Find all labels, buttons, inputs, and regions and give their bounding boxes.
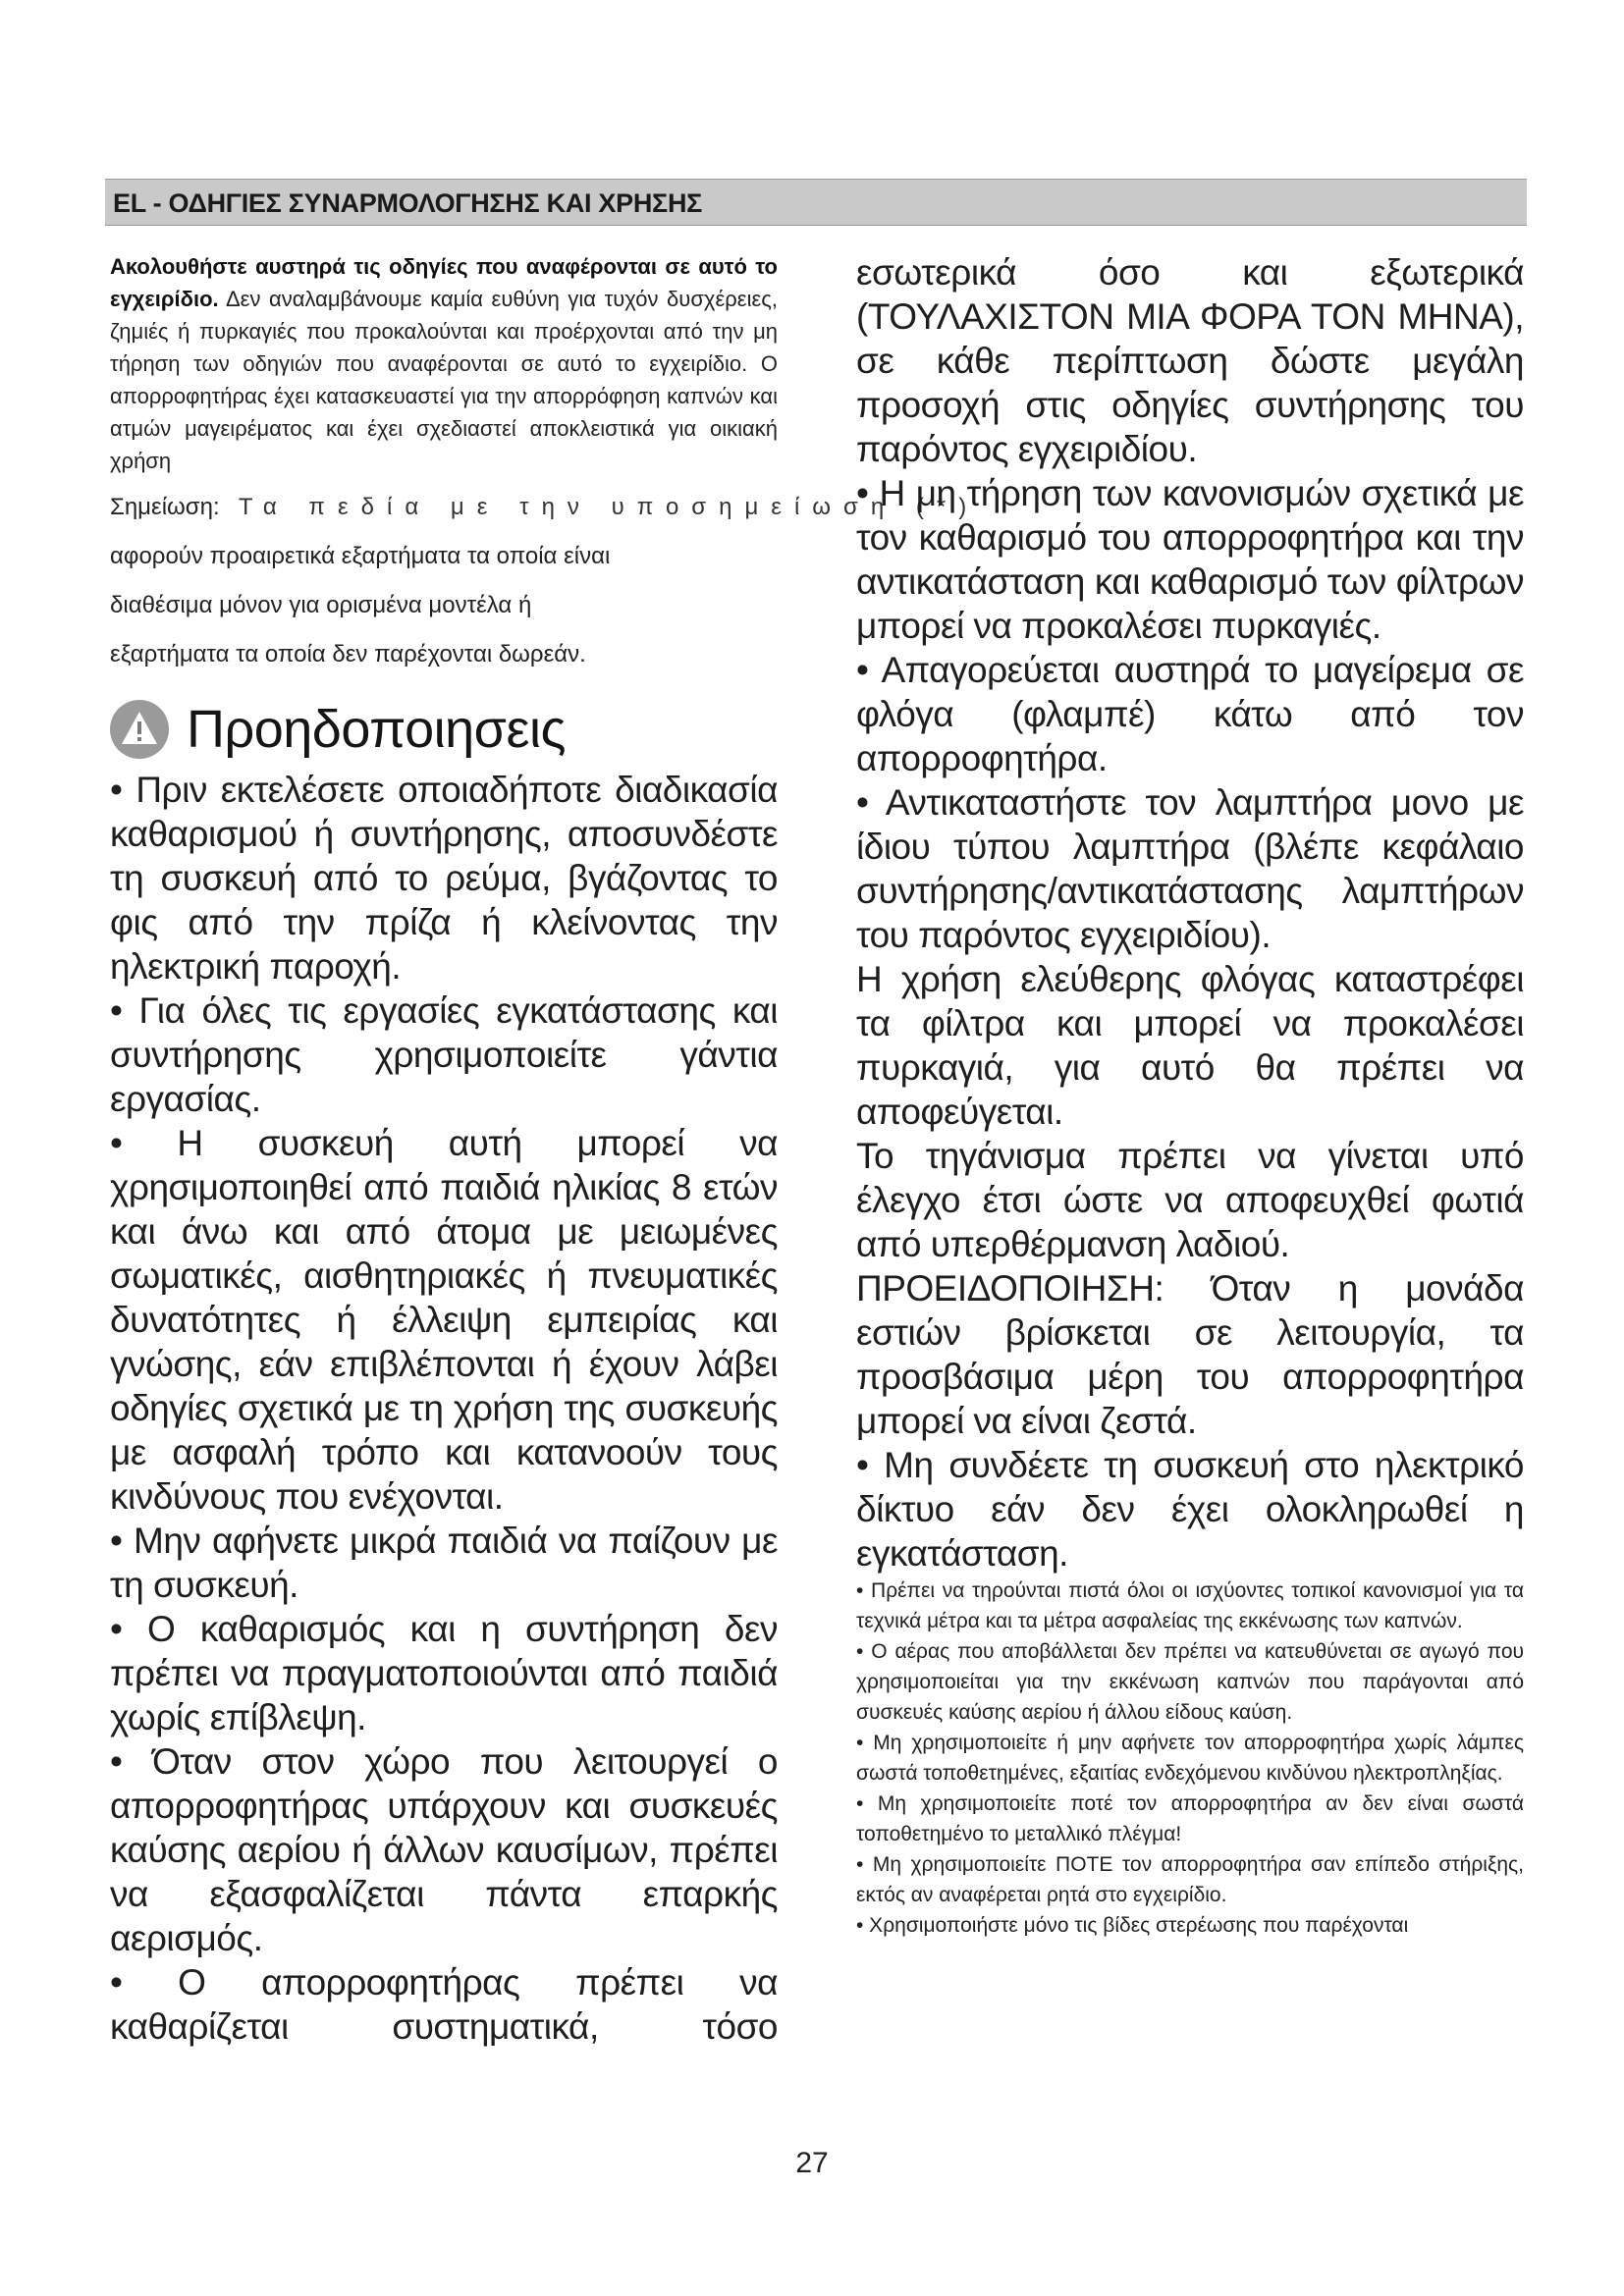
small-warning-paragraph: • Μη χρησιμοποιείτε ποτέ τον απορροφητήρα αν δεν είναι σωστά τοποθετημένο το μεταλλικό πλέγμα! [856,1792,1524,1845]
small-warning-paragraph: • Μη χρησιμοποιείτε ΠΟΤΕ τον απορροφητήρα σαν επίπεδο στήριξης, εκτός αν αναφέρεται ρητά στο εγχειρίδιο. [856,1853,1524,1906]
warning-paragraph: • Όταν στον χώρο που λειτουργεί ο απορροφητήρας υπάρχουν και συσκευές καύσης αερίου ή άλλων καυσίμων, πρέπει να εξασφαλίζεται πάντα επαρκής αερισμός. [110,1741,778,1958]
note-label: Σημείωση: [110,494,220,520]
warnings-title: Προηδοποιησεις [187,700,567,759]
warning-paragraph: Το τηγάνισμα πρέπει να γίνεται υπό έλεγχο έτσι ώστε να αποφευχθεί φωτιά από υπερθέρμανση λαδιού. [856,1136,1524,1264]
warning-paragraph: ΠΡΟΕΙΔΟΠΟΙΗΣΗ: Όταν η μονάδα εστιών βρίσκεται σε λειτουργία, τα προσβάσιμα μέρη του απορροφητήρα μπορεί να είναι ζεστά. [856,1268,1524,1441]
small-warning-paragraph: • Χρησιμοποιήστε μόνο τις βίδες στερέωσης που παρέχονται [856,1914,1409,1937]
note-line: αφορούν προαιρετικά εξαρτήματα τα οποία είναι [110,543,611,569]
note-spaced-text: Τα πεδία με την υποσημείωση (*) [219,494,980,520]
warning-paragraph: • Μη συνδέετε τη συσκευή στο ηλεκτρικό δίκτυο εάν δεν έχει ολοκληρωθεί η εγκατάσταση. [856,1445,1524,1574]
small-warning-paragraph: • Μη χρησιμοποιείτε ή μην αφήνετε τον απορροφητήρα χωρίς λάμπες σωστά τοποθετημένες, εξαιτίας ενδεχόμενου κινδύνου ηλεκτροπληξίας. [856,1732,1524,1785]
note-block [110,483,980,532]
warning-paragraph: • Απαγορεύεται αυστηρά το μαγείρεμα σε φλόγα (φλαμπέ) κάτω από τον απορροφητήρα. [856,650,1524,778]
warnings-heading [110,695,778,764]
warning-triangle-icon [110,700,169,759]
small-warning-paragraph: • Ο αέρας που αποβάλλεται δεν πρέπει να κατευθύνεται σε αγωγό που χρησιμοποιείται για την εκκένωση καπνών που παράγονται από συσκευές καύσης αερίου ή άλλου είδους καύση. [856,1640,1524,1724]
small-warning-paragraph: • Πρέπει να τηρούνται πιστά όλοι οι ισχύοντες τοπικοί κανονισμοί για τα τεχνικά μέτρα και τα μέτρα ασφαλείας της εκκένωσης των καπνών. [856,1579,1524,1632]
warning-paragraph: • Η μη τήρηση των κανονισμών σχετικά με τον καθαρισμό του απορροφητήρα και την αντικατάσταση και καθαρισμό των φίλτρων μπορεί να προκαλέσει πυρκαγιές. [856,473,1524,646]
warning-paragraph: • Ο καθαρισμός και η συντήρηση δεν πρέπει να πραγματοποιούνται από παιδιά χωρίς επίβλεψη. [110,1609,778,1737]
note-line: εξαρτήματα τα οποία δεν παρέχονται δωρεάν. [110,641,586,667]
left-column [110,250,980,2049]
warning-paragraph: εσωτερικά όσο και εξωτερικά (ΤΟΥΛΑΧΙΣΤΟΝ ΜΙΑ ΦΟΡΑ ΤΟΝ ΜΗΝΑ), σε κάθε περίπτωση δώστε μεγάλη προσοχή στις οδηγίες συντήρησης του παρόντος εγχειριδίου. [856,252,1524,469]
right-column [856,250,1524,1941]
section-header [105,179,1527,226]
intro-bold: Ακολουθήστε αυστηρά τις οδηγίες που αναφέρονται σε αυτό το εγχειρίδιο. [110,254,778,311]
warning-paragraph: • Ο απορροφητήρας πρέπει να καθαρίζεται συστηματικά, τόσο [110,1962,778,2047]
warning-paragraph: Η χρήση ελεύθερης φλόγας καταστρέφει τα φίλτρα και μπορεί να προκαλέσει πυρκαγιά, για αυτό θα πρέπει να αποφεύγεται. [856,959,1524,1132]
page-number: 27 [795,2147,829,2179]
warning-paragraph: • Αντικαταστήστε τον λαμπτήρα μονο με ίδιου τύπου λαμπτήρα (βλέπε κεφάλαιο συντήρησης/αντικατάστασης λαμπτήρων του παρόντος εγχειριδίου). [856,782,1524,955]
intro-paragraph [110,250,778,477]
warning-paragraph: • Πριν εκτελέσετε οποιαδήποτε διαδικασία καθαρισμού ή συντήρησης, αποσυνδέστε τη συσκευή από το ρεύμα, βγάζοντας το φις από την πρίζα ή κλείνοντας την ηλεκτρική παροχή. [110,770,778,987]
note-line: διαθέσιμα μόνον για ορισμένα μοντέλα ή [110,592,532,618]
warning-paragraph: • Η συσκευή αυτή μπορεί να χρησιμοποιηθεί από παιδιά ηλικίας 8 ετών και άνω και από άτομα με μειωμένες σωματικές, αισθητηριακές ή πνευματικές δυνατότητες ή έλλειψη εμπειρίας και γνώσης, εάν επιβλέπονται ή έχουν λάβει οδηγίες σχετικά με τη χρήση της συσκευής με ασφαλή τρόπο και κατανοούν τους κινδύνους που ενέχονται. [110,1123,778,1517]
intro-text: Δεν αναλαμβάνουμε καμία ευθύνη για τυχόν δυσχέρειες, ζημιές ή πυρκαγιές που προκαλούνται και προέρχονται από την μη τήρηση των οδηγιών που αναφέρονται σε αυτό το εγχειρίδιο. Ο απορροφητήρας έχει κατασκευαστεί για την απορρόφηση καπνών και ατμών μαγειρέματος και έχει σχεδιαστεί αποκλειστικά για οικιακή χρήση [110,287,778,473]
section-title: EL - ΟΔΗΓΙΕΣ ΣΥΝΑΡΜΟΛΟΓΗΣΗΣ ΚΑΙ ΧΡΗΣΗΣ [113,188,703,218]
warning-paragraph: • Μην αφήνετε μικρά παιδιά να παίζουν με τη συσκευή. [110,1521,778,1605]
warning-paragraph: • Για όλες τις εργασίες εγκατάστασης και συντήρησης χρησιμοποιείτε γάντια εργασίας. [110,990,778,1119]
